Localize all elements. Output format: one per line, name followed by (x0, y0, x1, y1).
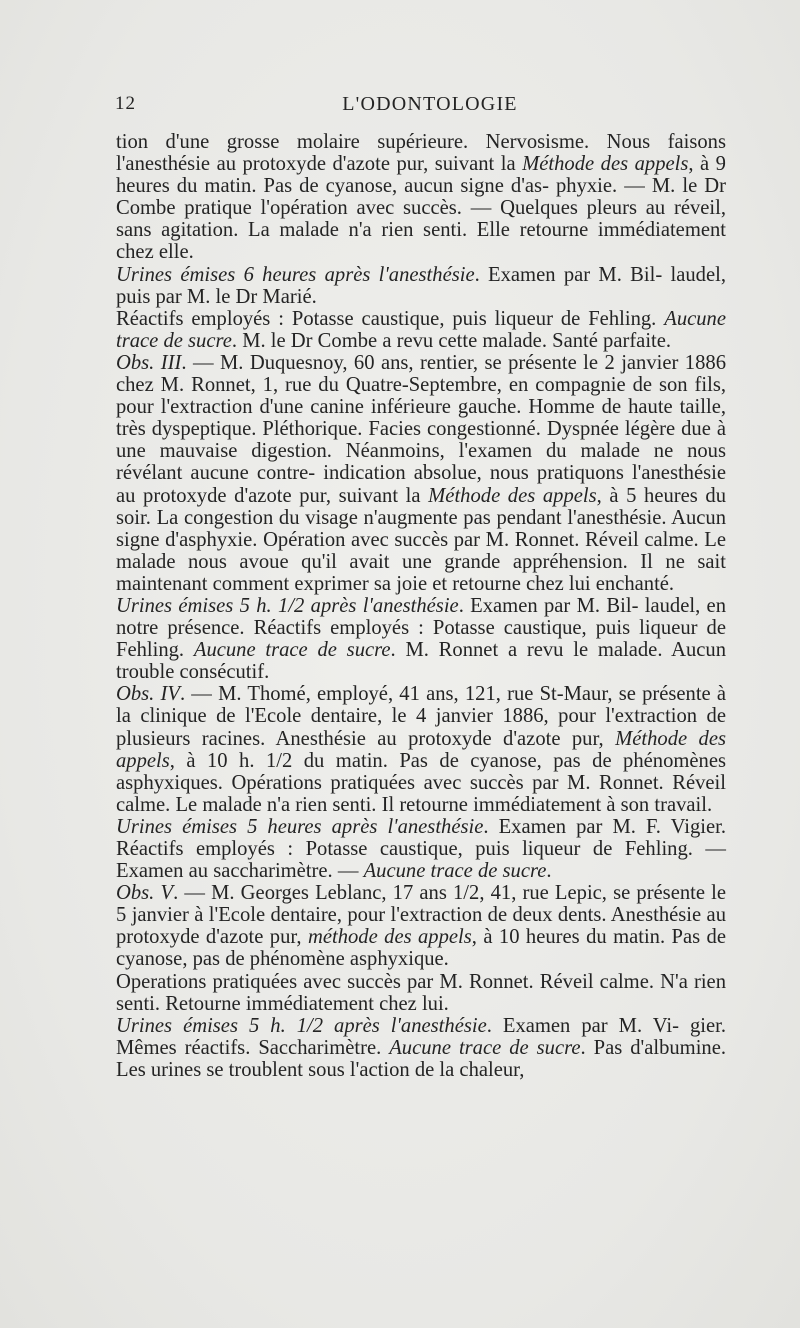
italic-run: Méthode des appels (522, 153, 689, 176)
italic-run: Urines émises 5 h. 1/2 après l'anesthésie (116, 594, 459, 617)
italic-run: Obs. V (116, 882, 174, 905)
text-run: . — M. Duquesnoy, 60 ans, rentier, se présente le 2 janvier 1886 chez M. Ronnet, 1, rue du Quatre-Septembre, en compagnie de son fils, pour l'extraction d'une canine inférieure gauche. Homme de haute taille, très dyspeptique. Pléthorique. Facies congestionné. Dyspnée légère due à une mauvaise digestion. Néanmoins, l'examen du malade ne nous révélant aucune contre- indication absolue, nous pratiquons l'anesthésie au protoxyde d'azote pur, suivant la (116, 351, 726, 507)
italic-run: Urines émises 6 heures après l'anesthésie (116, 263, 475, 286)
paragraph (116, 131, 726, 264)
italic-run: Obs. IV (116, 683, 180, 706)
text-run: . Examen par M. F. Vigier. Réactifs employés : Potasse caustique, puis liqueur de Fehling. — Examen au saccharimètre. — (116, 815, 726, 883)
text-run: . Pas d'albumine. Les urines se troublent sous l'action de la chaleur, (116, 1036, 726, 1081)
text-run: . — M. Thomé, employé, 41 ans, 121, rue St-Maur, se présente à la clinique de l'Ecole dentaire, le 4 janvier 1886, pour l'extraction de plusieurs racines. Anesthésie au protoxyde d'azote pur, (116, 683, 727, 750)
page-number: 12 (115, 93, 136, 114)
italic-run: Aucune trace de sucre (363, 860, 547, 883)
paragraph (116, 816, 726, 882)
paragraph (116, 308, 726, 352)
paragraph (116, 882, 726, 970)
paragraph (116, 352, 726, 595)
italic-run: Urines émises 5 heures après l'anesthésie (116, 815, 484, 838)
text-run: Réactifs employés : Potasse caustique, puis liqueur de Fehling. (116, 307, 665, 330)
text-run: tion d'une grosse molaire supérieure. Nervosisme. Nous faisons l'anesthésie au protoxyde d'azote pur, suivant la (116, 131, 726, 176)
paragraph (116, 264, 726, 308)
text-run: , à 10 heures du matin. Pas de cyanose, pas de phénomène asphyxique. (116, 926, 726, 971)
italic-run: Urines émises 5 h. 1/2 après l'anesthésie (116, 1014, 487, 1037)
italic-run: méthode des appels (307, 926, 472, 949)
running-title: L'ODONTOLOGIE (342, 93, 518, 115)
text-run: . Examen par M. Bil- laudel, puis par M. le Dr Marié. (116, 263, 726, 308)
italic-run: Aucune trace de sucre (116, 307, 726, 352)
text-run: Operations pratiquées avec succès par M. Ronnet. Réveil calme. N'a rien senti. Retourne immédiatement chez lui. (116, 970, 726, 1015)
text-run: , à 10 h. 1/2 du matin. Pas de cyanose, pas de phénomènes asphyxiques. Opérations pratiquées avec succès par M. Ronnet. Réveil calme. Le malade n'a rien senti. Il retourne immédiatement à son travail. (116, 749, 726, 816)
paragraph (116, 1015, 726, 1081)
paragraph (116, 683, 726, 816)
italic-run: Aucune trace de sucre (193, 639, 391, 662)
text-run: . M. le Dr Combe a revu cette malade. Santé parfaite. (231, 329, 672, 352)
italic-run: Méthode des appels (428, 484, 597, 507)
text-run: . (546, 860, 552, 883)
paragraph (116, 595, 726, 683)
text-run: . Examen par M. Vi- gier. Mêmes réactifs. Saccharimètre. (116, 1014, 726, 1059)
text-run: , à 9 heures du matin. Pas de cyanose, aucun signe d'as- phyxie. — M. le Dr Combe pratique l'opération avec succès. — Quelques pleurs au réveil, sans agitation. La malade n'a rien senti. Elle retourne immédiatement chez elle. (116, 153, 726, 264)
italic-run: Aucune trace de sucre (389, 1036, 581, 1059)
text-run: . M. Ronnet a revu le malade. Aucun trouble consécutif. (116, 639, 727, 684)
text-run: . — M. Georges Leblanc, 17 ans 1/2, 41, rue Lepic, se présente le 5 janvier à l'Ecole dentaire, pour l'extraction de deux dents. Anesthésie au protoxyde d'azote pur, (116, 882, 727, 949)
text-run: . Examen par M. Bil- laudel, en notre présence. Réactifs employés : Potasse caustique, puis liqueur de Fehling. (116, 594, 726, 662)
paragraph (116, 971, 726, 1015)
body-text (116, 131, 726, 1081)
page-header (115, 93, 727, 121)
italic-run: Méthode des appels (116, 727, 726, 772)
text-run: , à 5 heures du soir. La congestion du visage n'augmente pas pendant l'anesthésie. Aucun signe d'asphyxie. Opération avec succès par M. Ronnet. Réveil calme. Le malade nous avoue qu'il avait une grande appréhension. Il ne sait maintenant comment exprimer sa joie et retourne chez lui enchanté. (116, 484, 726, 595)
italic-run: Obs. III (116, 351, 182, 374)
